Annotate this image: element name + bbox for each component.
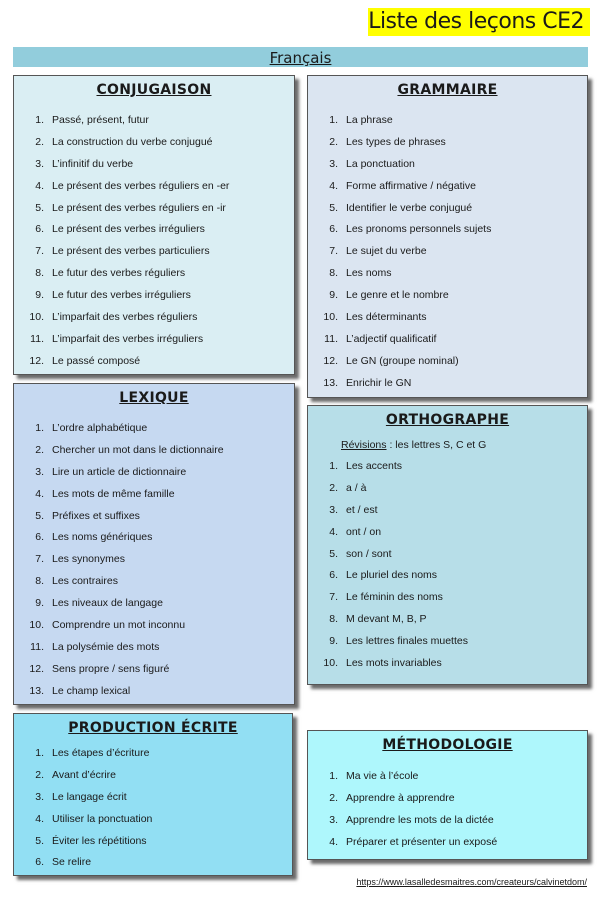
lesson-item bbox=[322, 766, 573, 788]
lesson-title: Le présent des verbes irréguliers bbox=[52, 223, 205, 236]
lesson-list bbox=[322, 110, 573, 395]
section-title: ORTHOGRAPHE bbox=[385, 412, 510, 428]
section-title: PRODUCTION ÉCRITE bbox=[68, 720, 238, 736]
lesson-title: Préparer et présenter un exposé bbox=[346, 835, 498, 848]
lesson-title: Lire un article de dictionnaire bbox=[52, 465, 187, 478]
lesson-item bbox=[28, 787, 278, 809]
lesson-title: L’imparfait des verbes réguliers bbox=[52, 311, 198, 324]
lesson-item bbox=[28, 571, 280, 593]
lesson-item bbox=[322, 307, 573, 329]
lesson-item bbox=[28, 132, 280, 154]
lesson-title: Le futur des verbes réguliers bbox=[52, 267, 186, 280]
lesson-number: 4. bbox=[35, 179, 44, 192]
lesson-list bbox=[322, 766, 573, 854]
lesson-title: L’adjectif qualificatif bbox=[346, 332, 437, 345]
lesson-title: Le pluriel des noms bbox=[346, 569, 438, 582]
lesson-item bbox=[28, 241, 280, 263]
lesson-number: 3. bbox=[35, 465, 44, 478]
lesson-title: Les synonymes bbox=[52, 553, 125, 566]
lesson-number: 4. bbox=[329, 525, 338, 538]
lesson-item bbox=[322, 373, 573, 395]
lesson-item bbox=[322, 478, 573, 500]
lesson-title: et / est bbox=[346, 503, 378, 516]
lesson-title: La ponctuation bbox=[346, 157, 415, 170]
lesson-item bbox=[28, 809, 278, 831]
lesson-item bbox=[28, 329, 280, 351]
lesson-number: 11. bbox=[324, 332, 338, 345]
lesson-title: Forme affirmative / négative bbox=[346, 179, 476, 192]
lesson-number: 8. bbox=[35, 575, 44, 588]
lesson-title: Le féminin des noms bbox=[346, 591, 443, 604]
lesson-number: 5. bbox=[35, 834, 44, 847]
lesson-number: 5. bbox=[329, 201, 338, 214]
lesson-title: Utiliser la ponctuation bbox=[52, 812, 153, 825]
lesson-title: Les niveaux de langage bbox=[52, 597, 163, 610]
lesson-title: Le futur des verbes irréguliers bbox=[52, 289, 191, 302]
lesson-number: 1. bbox=[35, 422, 44, 434]
lesson-title: La phrase bbox=[346, 114, 393, 126]
page-title: Liste des leçons CE2 bbox=[368, 8, 590, 36]
lesson-item bbox=[28, 831, 278, 853]
lesson-item bbox=[322, 609, 573, 631]
lesson-number: 8. bbox=[329, 267, 338, 280]
lesson-title: Les mots de même famille bbox=[52, 487, 175, 500]
revision-label: Révisions bbox=[341, 439, 387, 451]
lesson-number: 5. bbox=[329, 547, 338, 560]
lesson-number: 2. bbox=[329, 135, 338, 148]
lesson-title: son / sont bbox=[346, 547, 392, 560]
lesson-number: 7. bbox=[329, 245, 338, 258]
lesson-number: 2. bbox=[35, 768, 44, 781]
lesson-item bbox=[28, 659, 280, 681]
lesson-item bbox=[28, 154, 280, 176]
lesson-item bbox=[28, 219, 280, 241]
lesson-number: 4. bbox=[329, 179, 338, 192]
lesson-number: 2. bbox=[35, 135, 44, 148]
lesson-item bbox=[28, 462, 280, 484]
source-link[interactable]: https://www.lasalledesmaitres.com/createurs/calvinetdom/ bbox=[356, 877, 587, 887]
lesson-number: 2. bbox=[329, 791, 338, 804]
section-lexique bbox=[13, 383, 295, 705]
lesson-number: 8. bbox=[329, 613, 338, 626]
lesson-item bbox=[322, 832, 573, 854]
revision-text: : les lettres S, C et G bbox=[386, 439, 487, 451]
lesson-title: Chercher un mot dans le dictionnaire bbox=[52, 443, 224, 456]
lesson-number: 7. bbox=[35, 245, 44, 258]
lesson-item bbox=[28, 549, 280, 571]
lesson-item bbox=[28, 440, 280, 462]
lesson-title: Préfixes et suffixes bbox=[52, 509, 140, 522]
lesson-number: 12. bbox=[323, 354, 338, 367]
section-title: CONJUGAISON bbox=[96, 82, 212, 98]
lesson-title: Apprendre les mots de la dictée bbox=[346, 813, 494, 826]
lesson-number: 12. bbox=[29, 662, 44, 675]
lesson-item bbox=[322, 631, 573, 653]
lesson-number: 1. bbox=[329, 114, 338, 126]
lesson-title: Ma vie à l’école bbox=[346, 770, 419, 782]
lesson-title: L’infinitif du verbe bbox=[52, 157, 134, 170]
lesson-item bbox=[28, 506, 280, 528]
lesson-item bbox=[322, 132, 573, 154]
lesson-title: Les noms bbox=[346, 267, 392, 280]
lesson-title: Identifier le verbe conjugué bbox=[346, 201, 473, 214]
lesson-item bbox=[28, 263, 280, 285]
lesson-number: 5. bbox=[35, 509, 44, 522]
lesson-item bbox=[322, 500, 573, 522]
section-grammaire bbox=[307, 75, 588, 398]
section-orthographe bbox=[307, 405, 588, 685]
lesson-number: 9. bbox=[35, 597, 44, 610]
section-title: GRAMMAIRE bbox=[397, 82, 498, 98]
lesson-item bbox=[322, 565, 573, 587]
lesson-number: 3. bbox=[35, 157, 44, 170]
lesson-number: 4. bbox=[35, 487, 44, 500]
lesson-number: 11. bbox=[30, 640, 44, 653]
lesson-number: 13. bbox=[323, 376, 338, 389]
lesson-title: Passé, présent, futur bbox=[52, 114, 149, 126]
lesson-title: Les lettres finales muettes bbox=[346, 635, 468, 648]
lesson-number: 3. bbox=[329, 503, 338, 516]
lesson-title: Enrichir le GN bbox=[346, 376, 412, 389]
section-conjugaison bbox=[13, 75, 295, 375]
lesson-list bbox=[28, 743, 278, 874]
lesson-item bbox=[28, 681, 280, 703]
section-title: LEXIQUE bbox=[119, 390, 189, 406]
lesson-number: 3. bbox=[329, 157, 338, 170]
lesson-title: Les mots invariables bbox=[346, 657, 442, 670]
lesson-item bbox=[322, 110, 573, 132]
lesson-item bbox=[28, 765, 278, 787]
lesson-item bbox=[28, 176, 280, 198]
lesson-item bbox=[322, 241, 573, 263]
lesson-number: 11. bbox=[30, 332, 44, 345]
lesson-number: 8. bbox=[35, 267, 44, 280]
lesson-number: 7. bbox=[35, 553, 44, 566]
lesson-title: Les types de phrases bbox=[346, 135, 446, 148]
lesson-title: Sens propre / sens figuré bbox=[52, 662, 170, 675]
lesson-number: 10. bbox=[323, 657, 338, 670]
lesson-number: 1. bbox=[35, 747, 44, 759]
lesson-number: 9. bbox=[329, 289, 338, 302]
lesson-item bbox=[322, 653, 573, 675]
lesson-number: 9. bbox=[329, 635, 338, 648]
lesson-item bbox=[322, 176, 573, 198]
lesson-title: Les accents bbox=[346, 460, 403, 472]
lesson-item bbox=[322, 522, 573, 544]
lesson-number: 6. bbox=[35, 856, 44, 869]
lesson-item bbox=[322, 285, 573, 307]
lesson-title: Le sujet du verbe bbox=[346, 245, 427, 258]
lesson-item bbox=[322, 544, 573, 566]
lesson-number: 4. bbox=[329, 835, 338, 848]
lesson-number: 6. bbox=[35, 223, 44, 236]
lesson-item bbox=[28, 198, 280, 220]
lesson-item bbox=[28, 418, 280, 440]
lesson-number: 1. bbox=[329, 460, 338, 472]
lesson-item bbox=[322, 351, 573, 373]
lesson-number: 10. bbox=[29, 619, 44, 632]
lesson-item bbox=[322, 263, 573, 285]
lesson-title: Les déterminants bbox=[346, 311, 427, 324]
section-methodologie bbox=[307, 730, 588, 860]
lesson-item bbox=[28, 285, 280, 307]
section-title: MÉTHODOLOGIE bbox=[382, 737, 513, 753]
lesson-number: 12. bbox=[29, 354, 44, 367]
lesson-number: 3. bbox=[329, 813, 338, 826]
subject-banner bbox=[13, 45, 588, 67]
lesson-item bbox=[28, 615, 280, 637]
lesson-title: Le présent des verbes réguliers en -er bbox=[52, 179, 230, 192]
lesson-title: Le langage écrit bbox=[52, 790, 127, 803]
lesson-item bbox=[28, 484, 280, 506]
lesson-number: 10. bbox=[29, 311, 44, 324]
lesson-list bbox=[28, 110, 280, 373]
revision-note bbox=[341, 434, 573, 456]
lesson-number: 4. bbox=[35, 812, 44, 825]
lesson-number: 13. bbox=[29, 684, 44, 697]
lesson-title: ont / on bbox=[346, 525, 382, 538]
lesson-item bbox=[322, 587, 573, 609]
subject-title: Français bbox=[269, 49, 332, 67]
lesson-item bbox=[28, 307, 280, 329]
lesson-item bbox=[28, 593, 280, 615]
lesson-number: 1. bbox=[35, 114, 44, 126]
lesson-title: Apprendre à apprendre bbox=[346, 791, 455, 804]
lesson-number: 6. bbox=[329, 569, 338, 582]
lesson-item bbox=[28, 110, 280, 132]
lesson-number: 2. bbox=[35, 443, 44, 456]
lesson-number: 3. bbox=[35, 790, 44, 803]
lesson-title: L’imparfait des verbes irréguliers bbox=[52, 332, 204, 345]
lesson-title: Les contraires bbox=[52, 575, 118, 588]
lesson-item bbox=[28, 527, 280, 549]
lesson-title: M devant M, B, P bbox=[346, 613, 427, 626]
lesson-number: 10. bbox=[323, 311, 338, 324]
lesson-title: Le présent des verbes particuliers bbox=[52, 245, 210, 258]
lesson-title: Se relire bbox=[52, 856, 92, 869]
lesson-title: Les pronoms personnels sujets bbox=[346, 223, 492, 236]
lesson-item bbox=[28, 852, 278, 874]
lesson-number: 1. bbox=[329, 770, 338, 782]
lesson-title: Éviter les répétitions bbox=[52, 834, 147, 847]
lesson-item bbox=[322, 198, 573, 220]
lesson-item bbox=[322, 810, 573, 832]
lesson-item bbox=[322, 456, 573, 478]
lesson-title: Comprendre un mot inconnu bbox=[52, 619, 186, 632]
lesson-number: 6. bbox=[329, 223, 338, 236]
lesson-title: Le genre et le nombre bbox=[346, 289, 449, 302]
lesson-number: 6. bbox=[35, 531, 44, 544]
lesson-title: La polysémie des mots bbox=[52, 640, 160, 653]
lesson-number: 9. bbox=[35, 289, 44, 302]
lesson-item bbox=[322, 154, 573, 176]
lesson-title: Les étapes d’écriture bbox=[52, 747, 150, 759]
lesson-title: Le passé composé bbox=[52, 354, 141, 367]
lesson-item bbox=[322, 329, 573, 351]
lesson-number: 2. bbox=[329, 481, 338, 494]
lesson-list bbox=[322, 456, 573, 675]
lesson-title: La construction du verbe conjugué bbox=[52, 135, 213, 148]
lesson-item bbox=[28, 351, 280, 373]
lesson-item bbox=[322, 219, 573, 241]
section-production-ecrite bbox=[13, 713, 293, 876]
lesson-item bbox=[28, 743, 278, 765]
lesson-number: 7. bbox=[329, 591, 338, 604]
lesson-title: Le GN (groupe nominal) bbox=[346, 354, 459, 367]
lesson-title: Les noms génériques bbox=[52, 531, 153, 544]
lesson-item bbox=[322, 788, 573, 810]
lesson-number: 5. bbox=[35, 201, 44, 214]
lesson-title: Le champ lexical bbox=[52, 684, 131, 697]
lesson-title: a / à bbox=[346, 481, 367, 494]
lesson-item bbox=[28, 637, 280, 659]
lesson-title: Le présent des verbes réguliers en -ir bbox=[52, 201, 226, 214]
lesson-list bbox=[28, 418, 280, 703]
lesson-title: Avant d’écrire bbox=[52, 768, 117, 781]
lesson-title: L’ordre alphabétique bbox=[52, 422, 148, 434]
